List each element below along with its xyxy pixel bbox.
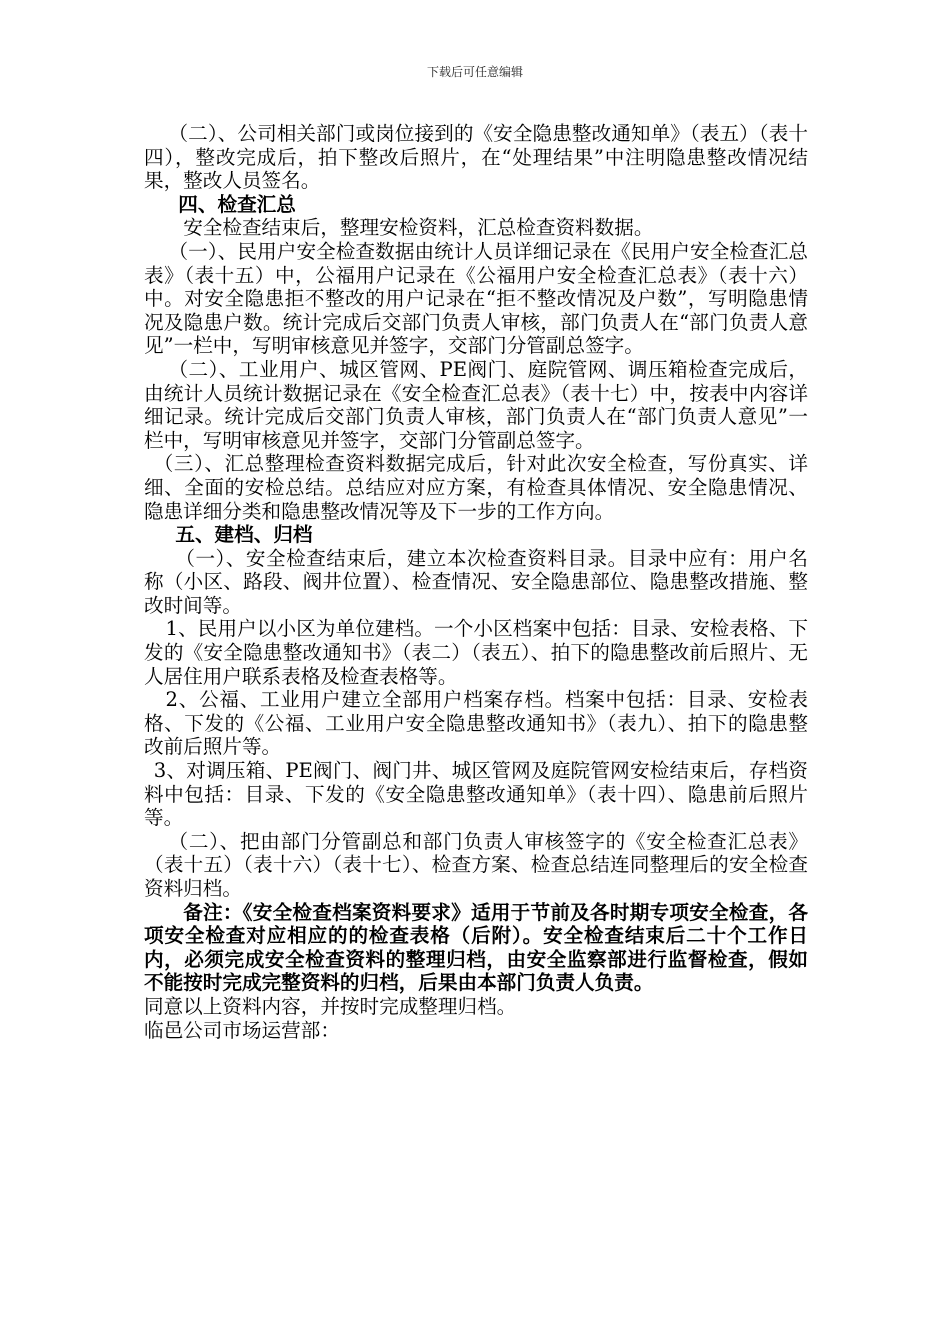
paragraph-archive-catalog: （一）、安全检查结束后，建立本次检查资料目录。目录中应有：用户名称（小区、路段、阀井位置）、检查情况、安全隐患部位、隐患整改措施、整改时间等。 xyxy=(144,546,808,617)
paragraph-agreement: 同意以上资料内容，并按时完成整理归档。 xyxy=(144,994,517,1018)
paragraph-industrial-data: （二）、工业用户、城区管网、PE阀门、庭院管网、调压箱检查完成后，由统计人员统计数据记录在《安全检查汇总表》（表十七）中，按表中内容详细记录。统计完成后交部门负责人审核，部门负责人在“部门负责人意见”一栏中，写明审核意见并签字，交部门分管副总签字。 xyxy=(144,357,808,452)
document-body xyxy=(144,122,808,1042)
paragraph-inspection-report: （三）、汇总整理检查资料数据完成后，针对此次安全检查，写份真实、详细、全面的安检总结。总结应对应方案，有检查具体情况、安全隐患情况、隐患详细分类和隐患整改情况等及下一步的工作方向。 xyxy=(144,452,808,523)
paragraph-summary-intro: 安全检查结束后，整理安检资料，汇总检查资料数据。 xyxy=(183,216,654,240)
paragraph-commercial-archive: 2、公福、工业用户建立全部用户档案存档。档案中包括：目录、安检表格、下发的《公福、工业用户安全隐患整改通知书》（表九）、拍下的隐患整改前后照片等。 xyxy=(144,688,808,759)
paragraph-signature-department: 临邑公司市场运营部： xyxy=(144,1018,340,1042)
section-heading-archiving: 五、建档、归档 xyxy=(175,523,313,547)
paragraph-residential-data: （一）、民用户安全检查数据由统计人员详细记录在《民用户安全检查汇总表》（表十五）中，公福用户记录在《公福用户安全检查汇总表》（表十六）中。对安全隐患拒不整改的用户记录在“拒不整改情况及户数”，写明隐患情况及隐患户数。统计完成后交部门负责人审核，部门负责人在“部门负责人意见”一栏中，写明审核意见并签字，交部门分管副总签字。 xyxy=(144,239,808,358)
paragraph-final-archive: （二）、把由部门分管副总和部门负责人审核签字的《安全检查汇总表》（表十五）（表十六）（表十七）、检查方案、检查总结连同整理后的安全检查资料归档。 xyxy=(144,829,808,900)
paragraph-remark: 备注：《安全检查档案资料要求》适用于节前及各时期专项安全检查，各项安全检查对应相应的的检查表格（后附）。安全检查结束后二十个工作日内，必须完成安全检查资料的整理归档，由安全监察部进行监督检查，假如不能按时完成完整资料的归档，后果由本部门负责人负责。 xyxy=(144,900,808,995)
paragraph-residential-archive: 1、民用户以小区为单位建档。一个小区档案中包括：目录、安检表格、下发的《安全隐患整改通知书》（表二）（表五）、拍下的隐患整改前后照片、无人居住用户联系表格及检查表格等。 xyxy=(144,617,808,688)
section-heading-inspection-summary: 四、检查汇总 xyxy=(178,192,296,216)
paragraph-facility-archive: 3、对调压箱、PE阀门、阀门井、城区管网及庭院管网安检结束后，存档资料中包括：目录、下发的《安全隐患整改通知单》（表十四）、隐患前后照片等。 xyxy=(144,759,808,830)
page-header: 下载后可任意编辑 xyxy=(426,65,523,79)
paragraph-rectification-feedback: （二）、公司相关部门或岗位接到的《安全隐患整改通知单》（表五）（表十四），整改完成后，拍下整改后照片，在“处理结果”中注明隐患整改情况结果，整改人员签名。 xyxy=(144,122,808,193)
